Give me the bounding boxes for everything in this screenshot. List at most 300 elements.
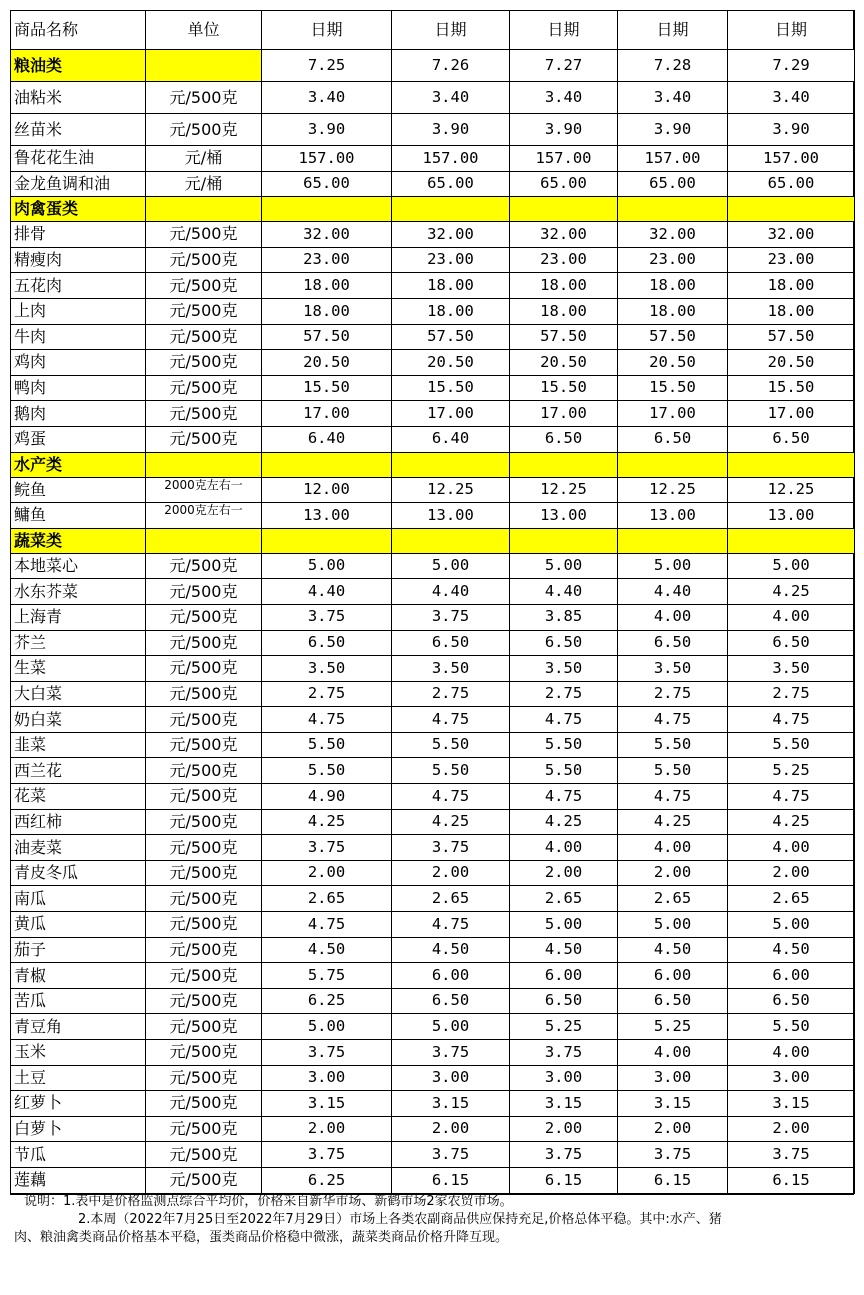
price-cell: 3.90 <box>728 114 855 146</box>
price-cell: 65.00 <box>262 171 392 197</box>
price-cell: 3.75 <box>618 1142 728 1168</box>
price-cell: 4.40 <box>262 579 392 605</box>
table-row <box>11 988 855 1014</box>
price-cell: 12.25 <box>392 477 510 503</box>
price-cell: 5.50 <box>262 732 392 758</box>
price-cell: 4.25 <box>728 809 855 835</box>
note-line-3: 肉、粮油禽类商品价格基本平稳，蛋类商品价格稳中微涨，蔬菜类商品价格升降互现。 <box>14 1230 509 1245</box>
item-unit: 元/500克 <box>146 656 262 682</box>
price-cell: 2.00 <box>262 1116 392 1142</box>
item-unit: 元/500克 <box>146 579 262 605</box>
item-unit: 元/500克 <box>146 247 262 273</box>
category-empty-cell <box>392 197 510 222</box>
item-unit: 元/桶 <box>146 171 262 197</box>
header-date: 日期 <box>262 11 392 50</box>
price-table-sheet <box>10 10 854 1195</box>
price-cell: 15.50 <box>262 375 392 401</box>
item-unit: 元/500克 <box>146 298 262 324</box>
category-empty-cell <box>262 197 392 222</box>
price-cell: 6.15 <box>618 1167 728 1193</box>
item-name: 水东芥菜 <box>11 579 146 605</box>
price-cell: 2.75 <box>262 681 392 707</box>
price-cell: 4.50 <box>510 937 618 963</box>
table-row <box>11 1014 855 1040</box>
item-name: 本地菜心 <box>11 553 146 579</box>
item-name: 上肉 <box>11 298 146 324</box>
price-cell: 57.50 <box>510 324 618 350</box>
price-cell: 5.50 <box>728 1014 855 1040</box>
price-cell: 6.50 <box>728 988 855 1014</box>
price-cell: 5.00 <box>392 1014 510 1040</box>
price-cell: 13.00 <box>510 503 618 529</box>
price-cell: 6.50 <box>392 630 510 656</box>
price-cell: 4.00 <box>618 835 728 861</box>
price-cell: 4.40 <box>392 579 510 605</box>
item-unit: 元/500克 <box>146 604 262 630</box>
price-cell: 23.00 <box>510 247 618 273</box>
item-name: 牛肉 <box>11 324 146 350</box>
price-cell: 5.00 <box>728 912 855 938</box>
price-cell: 18.00 <box>392 273 510 299</box>
price-cell: 4.75 <box>392 707 510 733</box>
price-cell: 17.00 <box>618 401 728 427</box>
price-cell: 4.00 <box>618 1040 728 1066</box>
price-cell: 18.00 <box>618 273 728 299</box>
item-name: 鲩鱼 <box>11 477 146 503</box>
price-cell: 18.00 <box>392 298 510 324</box>
price-cell: 6.50 <box>618 426 728 452</box>
price-cell: 3.75 <box>262 835 392 861</box>
price-cell: 3.75 <box>510 1040 618 1066</box>
price-cell: 4.90 <box>262 784 392 810</box>
price-cell: 4.00 <box>728 1040 855 1066</box>
price-cell: 2.65 <box>728 886 855 912</box>
price-cell: 6.00 <box>728 963 855 989</box>
price-cell: 12.25 <box>510 477 618 503</box>
item-name: 土豆 <box>11 1065 146 1091</box>
item-unit: 元/500克 <box>146 963 262 989</box>
price-cell: 3.90 <box>262 114 392 146</box>
price-cell: 6.50 <box>510 630 618 656</box>
table-row <box>11 758 855 784</box>
price-cell: 3.75 <box>262 1040 392 1066</box>
price-cell: 3.00 <box>392 1065 510 1091</box>
table-row <box>11 656 855 682</box>
item-name: 莲藕 <box>11 1167 146 1193</box>
price-cell: 2.00 <box>510 1116 618 1142</box>
price-cell: 15.50 <box>510 375 618 401</box>
price-cell: 3.50 <box>618 656 728 682</box>
category-empty-cell <box>262 528 392 553</box>
date-value: 7.25 <box>262 50 392 82</box>
item-name: 鳙鱼 <box>11 503 146 529</box>
price-cell: 3.15 <box>510 1091 618 1117</box>
table-row <box>11 912 855 938</box>
price-cell: 6.50 <box>728 630 855 656</box>
category-empty-cell <box>618 452 728 477</box>
price-cell: 20.50 <box>262 350 392 376</box>
price-cell: 6.50 <box>618 630 728 656</box>
price-cell: 6.50 <box>728 426 855 452</box>
price-cell: 4.25 <box>262 809 392 835</box>
price-cell: 20.50 <box>510 350 618 376</box>
header-date: 日期 <box>510 11 618 50</box>
price-cell: 5.00 <box>510 912 618 938</box>
price-cell: 13.00 <box>728 503 855 529</box>
table-row <box>11 886 855 912</box>
price-cell: 18.00 <box>728 298 855 324</box>
price-cell: 3.40 <box>262 82 392 114</box>
price-cell: 5.50 <box>510 758 618 784</box>
price-cell: 4.75 <box>618 707 728 733</box>
category-empty-cell <box>728 197 855 222</box>
price-cell: 5.00 <box>262 553 392 579</box>
price-cell: 15.50 <box>392 375 510 401</box>
header-date: 日期 <box>618 11 728 50</box>
item-unit: 元/500克 <box>146 886 262 912</box>
item-name: 精瘦肉 <box>11 247 146 273</box>
table-row <box>11 324 855 350</box>
price-cell: 6.50 <box>392 988 510 1014</box>
price-cell: 3.50 <box>392 656 510 682</box>
table-row <box>11 553 855 579</box>
item-name: 韭菜 <box>11 732 146 758</box>
price-cell: 3.75 <box>392 604 510 630</box>
item-unit: 2000克左右一 <box>146 503 262 529</box>
header-name: 商品名称 <box>11 11 146 50</box>
item-name: 金龙鱼调和油 <box>11 171 146 197</box>
item-name: 西红柿 <box>11 809 146 835</box>
price-cell: 5.00 <box>510 553 618 579</box>
price-cell: 5.50 <box>392 758 510 784</box>
price-cell: 13.00 <box>392 503 510 529</box>
item-unit: 元/500克 <box>146 912 262 938</box>
price-cell: 4.40 <box>510 579 618 605</box>
price-cell: 20.50 <box>618 350 728 376</box>
item-unit: 元/500克 <box>146 784 262 810</box>
table-row <box>11 1167 855 1193</box>
price-cell: 3.75 <box>510 1142 618 1168</box>
price-cell: 5.75 <box>262 963 392 989</box>
item-name: 青椒 <box>11 963 146 989</box>
price-cell: 3.75 <box>262 604 392 630</box>
price-cell: 2.65 <box>510 886 618 912</box>
price-cell: 2.00 <box>262 860 392 886</box>
price-cell: 57.50 <box>392 324 510 350</box>
price-cell: 5.25 <box>618 1014 728 1040</box>
price-cell: 2.00 <box>728 1116 855 1142</box>
price-cell: 6.40 <box>392 426 510 452</box>
item-name: 鲁花花生油 <box>11 146 146 172</box>
category-label: 蔬菜类 <box>11 528 146 553</box>
price-cell: 65.00 <box>510 171 618 197</box>
price-cell: 6.15 <box>392 1167 510 1193</box>
item-unit: 元/500克 <box>146 707 262 733</box>
price-cell: 18.00 <box>728 273 855 299</box>
price-cell: 4.75 <box>262 912 392 938</box>
price-cell: 6.00 <box>510 963 618 989</box>
item-unit: 元/500克 <box>146 1065 262 1091</box>
price-cell: 3.75 <box>392 1040 510 1066</box>
item-unit: 元/500克 <box>146 809 262 835</box>
item-name: 大白菜 <box>11 681 146 707</box>
category-empty-cell <box>262 452 392 477</box>
price-cell: 3.90 <box>392 114 510 146</box>
price-cell: 5.50 <box>510 732 618 758</box>
price-cell: 6.15 <box>510 1167 618 1193</box>
item-name: 丝苗米 <box>11 114 146 146</box>
item-unit: 元/500克 <box>146 835 262 861</box>
item-name: 生菜 <box>11 656 146 682</box>
price-cell: 2.65 <box>392 886 510 912</box>
category-empty-cell <box>392 528 510 553</box>
price-cell: 2.75 <box>618 681 728 707</box>
price-cell: 6.50 <box>510 988 618 1014</box>
price-cell: 5.50 <box>618 758 728 784</box>
item-name: 鸭肉 <box>11 375 146 401</box>
price-cell: 2.65 <box>262 886 392 912</box>
price-cell: 3.00 <box>262 1065 392 1091</box>
price-cell: 5.50 <box>618 732 728 758</box>
price-cell: 17.00 <box>262 401 392 427</box>
table-row <box>11 835 855 861</box>
price-cell: 3.15 <box>262 1091 392 1117</box>
item-name: 芥兰 <box>11 630 146 656</box>
table-row <box>11 681 855 707</box>
price-cell: 4.75 <box>392 784 510 810</box>
price-cell: 4.75 <box>392 912 510 938</box>
price-cell: 3.15 <box>728 1091 855 1117</box>
price-table-body <box>11 11 855 1194</box>
price-cell: 4.00 <box>728 835 855 861</box>
price-cell: 17.00 <box>728 401 855 427</box>
date-value: 7.28 <box>618 50 728 82</box>
item-name: 茄子 <box>11 937 146 963</box>
price-cell: 3.75 <box>262 1142 392 1168</box>
item-name: 奶白菜 <box>11 707 146 733</box>
price-cell: 4.50 <box>262 937 392 963</box>
price-cell: 3.15 <box>618 1091 728 1117</box>
price-cell: 4.75 <box>262 707 392 733</box>
header-row <box>11 11 855 50</box>
price-cell: 4.75 <box>728 707 855 733</box>
table-row <box>11 1065 855 1091</box>
item-unit: 元/500克 <box>146 114 262 146</box>
item-name: 油麦菜 <box>11 835 146 861</box>
category-unit-cell <box>146 197 262 222</box>
category-empty-cell <box>618 197 728 222</box>
item-name: 鸡蛋 <box>11 426 146 452</box>
category-unit-cell <box>146 528 262 553</box>
item-name: 白萝卜 <box>11 1116 146 1142</box>
item-unit: 元/500克 <box>146 375 262 401</box>
price-cell: 157.00 <box>510 146 618 172</box>
price-cell: 5.25 <box>728 758 855 784</box>
item-name: 玉米 <box>11 1040 146 1066</box>
category-row <box>11 50 855 82</box>
item-name: 青皮冬瓜 <box>11 860 146 886</box>
notes <box>10 1193 854 1247</box>
category-unit-cell <box>146 50 262 82</box>
item-unit: 元/500克 <box>146 222 262 248</box>
table-row <box>11 1142 855 1168</box>
price-cell: 2.00 <box>392 1116 510 1142</box>
price-cell: 6.25 <box>262 988 392 1014</box>
item-unit: 元/500克 <box>146 401 262 427</box>
item-unit: 元/桶 <box>146 146 262 172</box>
price-cell: 5.00 <box>728 553 855 579</box>
price-cell: 12.25 <box>728 477 855 503</box>
price-cell: 6.15 <box>728 1167 855 1193</box>
price-cell: 18.00 <box>262 298 392 324</box>
price-cell: 18.00 <box>510 273 618 299</box>
price-cell: 6.00 <box>618 963 728 989</box>
price-cell: 157.00 <box>618 146 728 172</box>
price-table <box>10 10 855 1194</box>
item-unit: 元/500克 <box>146 553 262 579</box>
price-cell: 157.00 <box>728 146 855 172</box>
table-row <box>11 1116 855 1142</box>
item-unit: 元/500克 <box>146 758 262 784</box>
price-cell: 5.50 <box>262 758 392 784</box>
item-name: 节瓜 <box>11 1142 146 1168</box>
note-line-2: 2.本周（2022年7月25日至2022年7月29日）市场上各类农副商品供应保持充足,价格总体平稳。其中:水产、猪 <box>78 1212 722 1227</box>
price-cell: 3.40 <box>392 82 510 114</box>
table-row <box>11 114 855 146</box>
price-cell: 5.00 <box>618 553 728 579</box>
price-cell: 4.25 <box>510 809 618 835</box>
table-row <box>11 1040 855 1066</box>
item-name: 花菜 <box>11 784 146 810</box>
category-unit-cell <box>146 452 262 477</box>
category-row <box>11 452 855 477</box>
price-cell: 32.00 <box>728 222 855 248</box>
price-cell: 3.50 <box>728 656 855 682</box>
date-value: 7.26 <box>392 50 510 82</box>
price-cell: 4.25 <box>728 579 855 605</box>
price-cell: 23.00 <box>262 247 392 273</box>
price-cell: 65.00 <box>618 171 728 197</box>
item-unit: 元/500克 <box>146 273 262 299</box>
price-cell: 23.00 <box>392 247 510 273</box>
item-name: 西兰花 <box>11 758 146 784</box>
item-name: 油粘米 <box>11 82 146 114</box>
price-cell: 3.00 <box>618 1065 728 1091</box>
price-cell: 3.40 <box>618 82 728 114</box>
price-cell: 17.00 <box>392 401 510 427</box>
item-unit: 元/500克 <box>146 1014 262 1040</box>
item-unit: 元/500克 <box>146 630 262 656</box>
table-row <box>11 401 855 427</box>
price-cell: 18.00 <box>618 298 728 324</box>
category-label: 粮油类 <box>11 50 146 82</box>
item-name: 鸡肉 <box>11 350 146 376</box>
price-cell: 3.50 <box>510 656 618 682</box>
price-cell: 3.15 <box>392 1091 510 1117</box>
price-cell: 6.50 <box>618 988 728 1014</box>
item-unit: 2000克左右一 <box>146 477 262 503</box>
table-row <box>11 604 855 630</box>
table-row <box>11 375 855 401</box>
item-unit: 元/500克 <box>146 860 262 886</box>
price-cell: 13.00 <box>618 503 728 529</box>
table-row <box>11 707 855 733</box>
price-cell: 13.00 <box>262 503 392 529</box>
category-row <box>11 528 855 553</box>
table-row <box>11 630 855 656</box>
note-line-1: 说明：1.表中是价格监测点综合平均价，价格采自新华市场、新鹤市场2家农贸市场。 <box>24 1194 513 1209</box>
price-cell: 32.00 <box>618 222 728 248</box>
price-cell: 4.50 <box>618 937 728 963</box>
price-cell: 6.00 <box>392 963 510 989</box>
price-cell: 4.50 <box>728 937 855 963</box>
price-cell: 157.00 <box>392 146 510 172</box>
item-unit: 元/500克 <box>146 1142 262 1168</box>
price-cell: 4.40 <box>618 579 728 605</box>
price-cell: 2.00 <box>392 860 510 886</box>
price-cell: 2.00 <box>510 860 618 886</box>
price-cell: 15.50 <box>728 375 855 401</box>
price-cell: 2.00 <box>618 860 728 886</box>
item-name: 排骨 <box>11 222 146 248</box>
category-empty-cell <box>618 528 728 553</box>
price-cell: 65.00 <box>728 171 855 197</box>
table-row <box>11 477 855 503</box>
table-row <box>11 579 855 605</box>
item-name: 鹅肉 <box>11 401 146 427</box>
item-unit: 元/500克 <box>146 324 262 350</box>
price-cell: 2.75 <box>510 681 618 707</box>
item-name: 青豆角 <box>11 1014 146 1040</box>
item-unit: 元/500克 <box>146 988 262 1014</box>
table-row <box>11 503 855 529</box>
item-unit: 元/500克 <box>146 732 262 758</box>
price-cell: 4.75 <box>618 784 728 810</box>
price-cell: 6.25 <box>262 1167 392 1193</box>
item-unit: 元/500克 <box>146 1091 262 1117</box>
price-cell: 3.40 <box>728 82 855 114</box>
price-cell: 6.50 <box>510 426 618 452</box>
price-cell: 4.75 <box>728 784 855 810</box>
table-row <box>11 1091 855 1117</box>
item-unit: 元/500克 <box>146 1116 262 1142</box>
price-cell: 5.50 <box>392 732 510 758</box>
category-label: 水产类 <box>11 452 146 477</box>
price-cell: 32.00 <box>510 222 618 248</box>
price-cell: 23.00 <box>728 247 855 273</box>
item-name: 五花肉 <box>11 273 146 299</box>
item-unit: 元/500克 <box>146 350 262 376</box>
price-cell: 15.50 <box>618 375 728 401</box>
price-cell: 6.50 <box>262 630 392 656</box>
table-row <box>11 273 855 299</box>
item-unit: 元/500克 <box>146 937 262 963</box>
table-row <box>11 146 855 172</box>
price-cell: 3.50 <box>262 656 392 682</box>
category-empty-cell <box>728 528 855 553</box>
price-cell: 17.00 <box>510 401 618 427</box>
header-date: 日期 <box>392 11 510 50</box>
table-row <box>11 809 855 835</box>
item-unit: 元/500克 <box>146 82 262 114</box>
price-cell: 4.00 <box>510 835 618 861</box>
table-row <box>11 82 855 114</box>
price-cell: 57.50 <box>618 324 728 350</box>
price-cell: 20.50 <box>392 350 510 376</box>
price-cell: 3.00 <box>510 1065 618 1091</box>
table-row <box>11 171 855 197</box>
item-unit: 元/500克 <box>146 1167 262 1193</box>
